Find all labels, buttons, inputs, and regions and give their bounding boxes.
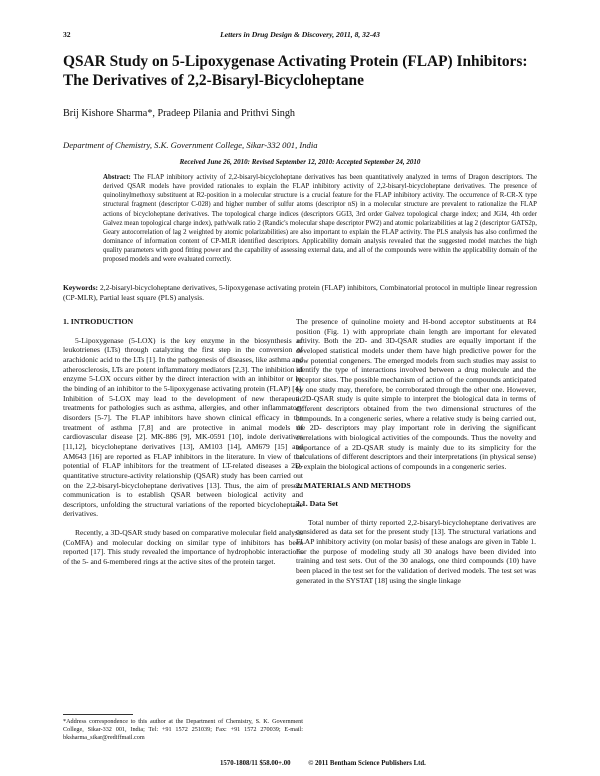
abstract bbox=[103, 173, 537, 265]
correspondence-footnote: *Address correspondence to this author at the Department of Chemistry, S. K. Government College, Sikar-332 001, India; Tel: +91 1572 251039; Fax: +91 1572 270039; E-mail: bksharma_sikar@rediffmail.com bbox=[63, 718, 303, 741]
affiliation: Department of Chemistry, S.K. Government College, Sikar-332 001, India bbox=[63, 140, 318, 150]
running-header bbox=[63, 30, 537, 44]
subsection-heading-data-set: 2.1. Data Set bbox=[296, 499, 339, 509]
abstract-text: The FLAP inhibitory activity of 2,2-bisaryl-bicycloheptane derivatives has been quantitatively analyzed in terms of Dragon descriptors. The derived QSAR models have provided rationales to explain the FLAP inhibitory activity of 2,2-bisaryl-bicycloheptane derivatives. The presence of quinolinylmethoxy substituent at R2-position in a molecular structure is a crucial feature for the FLAP inhibitory activity. The occurrence of R-CR-X type structural fragment (descriptor C-028) and higher number of sulfur atoms (descriptor nS) in a molecular structure are prevalent to rationalize the FLAP actions of bicycloheptane derivatives. The topological charge indices (descriptors GGI3, 3rd order Galvez topological charge index; and JGI4, 4th order Galvez mean topological charge index), path/walk ratio 2 (Randic's molecular shape descriptor PW2) and atomic polarizabilities at lag 2 (descriptor GATS2p, Geary autocorrelation of lag 2 weighted by atomic polarizabilities) are also important to explain the FLAP activity. The PLS analysis has also confirmed the dominance of information content of CP-MLR identified descriptors. Applicability domain analysis revealed that the suggested model matches the high quality parameters with good fitting power and the capability of assessing external data, and all of the compounds were within the applicability domain of the proposed models and were evaluated correctly. bbox=[103, 174, 537, 264]
section-heading-introduction: 1. INTRODUCTION bbox=[63, 317, 134, 326]
keywords-text: 2,2-bisaryl-bicycloheptane derivatives, 5-lipoxygenase activating protein (FLAP) inhibitors, Combinatorial protocol in multiple linear regression (CP-MLR), Partial least square (PLS) analysis. bbox=[63, 283, 537, 302]
right-column bbox=[296, 317, 536, 585]
data-set-paragraph: Total number of thirty reported 2,2-bisaryl-bicycloheptane derivatives are considered as data set for the present study [13]. The structural variations and FLAP inhibitory activity (on molar basis) of these analogs are given in Table 1. For the purpose of modeling study all 30 analogs have been divided into training and test sets. Out of the 30 analogs, one third compounds (10) have been placed in the test set for the validation of derived models. The test set was generated in the SYSTAT [18] using the single linkage bbox=[296, 517, 536, 585]
publisher-copyright: © 2011 Bentham Science Publishers Ltd. bbox=[308, 760, 426, 767]
keywords-label: Keywords: bbox=[63, 283, 98, 292]
abstract-label: Abstract: bbox=[103, 174, 131, 181]
page-footer bbox=[220, 760, 426, 767]
footnote-divider bbox=[63, 714, 133, 715]
journal-citation: Letters in Drug Design & Discovery, 2011, 8, 32-43 bbox=[220, 30, 380, 39]
intro-paragraph-3: The presence of quinoline moiety and H-bond acceptor substituents at R4 position (Fig. 1) with appropriate chain length are important for elevated activity. Both the 2D- and 3D-QSAR studies are equally important if the developed statistical models under them have high predictive power for the new potential congeners. The emerged models from such studies may assist to identify the type of interactions involved between a drug molecule and the receptor sites. The possible mechanism of action of the compounds anticipated by one study may, therefore, be corroborated through the other one. However, a 2D-QSAR study is quite simple to interpret the biological data in terms of different descriptors obtained from the two dimensional structures of the compounds. In a congeneric series, where a relative study is being carried out, the 2D- descriptors may play important role in deriving the significant correlations with biological activities of the compounds. Thus the novelty and importance of a 2D-QSAR study is mainly due to its simplicity for the calculations of different descriptors and their interpretations (in physical sense) to explain the biological actions of compounds in a congeneric series. bbox=[296, 317, 536, 471]
author-list: Brij Kishore Sharma*, Pradeep Pilania and Prithvi Singh bbox=[63, 108, 296, 119]
received-dates: Received June 26, 2010: Revised September 12, 2010: Accepted September 24, 2010 bbox=[179, 158, 421, 166]
section-heading-materials-methods: 2. MATERIALS AND METHODS bbox=[296, 480, 411, 490]
left-column bbox=[63, 317, 303, 567]
keywords bbox=[63, 283, 537, 303]
paper-title: QSAR Study on 5-Lipoxygenase Activating Protein (FLAP) Inhibitors: The Derivatives of 2,2-Bisaryl-Bicycloheptane bbox=[63, 53, 528, 89]
page-number: 32 bbox=[63, 30, 71, 39]
issn-code: 1570-1808/11 $58.00+.00 bbox=[220, 760, 291, 767]
intro-paragraph-2: Recently, a 3D-QSAR study based on comparative molecular field analysis (CoMFA) and molecular docking on similar type of inhibitors has been reported [17]. This study revealed the importance of hydrophobic interactions of the 5- and 6-membered rings at the active sites of the protein target. bbox=[63, 528, 303, 567]
intro-paragraph-1: 5-Lipoxygenase (5-LOX) is the key enzyme in the biosynthesis of leukotrienes (LTs) through catalyzing the first step in the conversion of arachidonic acid to the LTs [1]. In the pathogenesis of diseases, like asthma and atherosclerosis, LTs are potent inflammatory mediators [2,3]. The inhibition of enzyme 5-LOX occurs either by the direct interaction with an inhibitor or by the binding of an inhibitor to the 5-lipoxygenase activating protein (FLAP) [4]. Inhibition of 5-LOX may lead to the development of new therapeutic treatments for pathologies such as asthma, allergies, and other inflammatory disorders [5-7]. The FLAP inhibitors have shown clinical efficacy in the treatment of asthma [7,8] and are protective in animal models of cardiovascular disease [2]. MK-886 [9], MK-0591 [10], indole derivatives [11,12], bicycloheptane derivatives [13], AM103 [14], AM679 [15] and AM643 [16] are reported as FLAP inhibitors in the literature. In view of the potential of FLAP inhibitors for the treatment of LT-related diseases a 2D-quantitative structure-activity relationship (QSAR) study has been carried out on the 2,2-bisaryl-bicycloheptane derivatives [13]. Thus, the aim of present communication is to establish QSAR between biological activity and descriptors, unfolding the structural variations of the reported bicycloheptane derivatives. bbox=[63, 335, 303, 519]
